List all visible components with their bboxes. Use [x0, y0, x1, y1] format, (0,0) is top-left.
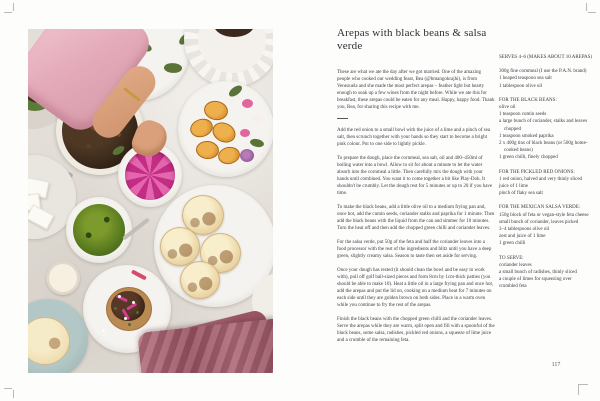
crop-mark-bottom-left [4, 388, 12, 389]
ingredients-section-header: TO SERVE: [499, 255, 524, 261]
ingredients-section-header: FOR THE PICKLED RED ONIONS: [499, 169, 575, 175]
ingredients-section [499, 255, 595, 291]
crop-mark-top-left [13, 3, 14, 11]
page-number: 117 [551, 362, 561, 368]
crop-mark-top-left [4, 12, 12, 13]
arepa [180, 261, 220, 299]
coriander-fleck [114, 307, 117, 310]
ingredient-item: 1 red onion, halved and very thinly sliced [499, 176, 583, 182]
feta-crumb [124, 317, 127, 320]
ingredient-item: zest and juice of 1 lime [499, 234, 546, 240]
ingredients-section-header: FOR THE BLACK BEANS: [499, 97, 557, 103]
recipe-step: Add the red onion to a small bowl with the juice of a lime and a pinch of sea salt, then scrunch together with your hands so they start to become a bright pink colour. Put to one side to lightly pickle. [337, 128, 491, 148]
recipe-step: Finish the black beans with the chopped green chilli and the coriander leaves. Serve the arepas while they are warm, split open and fill with a spoonful of the black beans, some salsa, radishes, pickled red onions, a squeeze of lime juice and a crumble of the remaining feta. [337, 316, 495, 343]
feta-crumb [118, 295, 121, 298]
feta-crumb [132, 301, 135, 304]
ingredient-item: 1 green chilli, finely chopped [499, 155, 558, 161]
feta-crumb [102, 329, 105, 332]
ingredient-item: coriander leaves [499, 262, 532, 268]
radish [252, 115, 262, 123]
ingredient-item: a couple of limes for squeezing over [499, 277, 572, 283]
radish [242, 99, 253, 108]
intro-divider [337, 118, 348, 119]
ingredient-item: crumbled feta [499, 284, 527, 290]
red-onion [240, 149, 254, 162]
ingredient-item: a large bunch of coriander, stalks and leaves chopped [499, 119, 588, 132]
coriander-fleck [136, 311, 139, 314]
ingredient-item: 1 teaspoon smoked paprika [499, 133, 554, 139]
recipe-intro: These are what we ate the day after we got married. One of the amazing people who cooked our wedding feast, Bea (@bmangokrajhi), is from Venezuela and she made the most perfect arepas – feather light but hearty enough to soak up a few wines from the night before. While we ate this for breakfast, these arepas could be eaten for any meal. Happy, happy food. Thank you, Bea, for sharing this recipe with me. [337, 70, 495, 111]
recipe-step: Once your dough has rested (it should clean the bowl and be easy to work with), pull off golf ball-sized pieces and form 8cm by 1cm-thick patties (you should be able to make 10). Heat a little oil in a large frying pan and once hot, add the arepas and put the lid on, cooking on a medium heat for 7 minutes on each side until they are golden brown on both sides. Place in a warm oven while you continue to fry the rest of the arepas. [337, 267, 494, 309]
serves-line: SERVES 4–6 (MAKES ABOUT 10 AREPAS) [499, 55, 593, 60]
ingredients-section [499, 68, 595, 90]
ingredient-item: a small bunch of radishes, thinly sliced [499, 270, 577, 276]
ingredient-item: 300g fine cornmeal (I use the P.A.N. brand) [499, 69, 587, 75]
radish [240, 129, 250, 137]
ingredient-item: juice of 1 lime [499, 184, 529, 190]
ingredient-item: olive oil [499, 105, 516, 111]
page-title: Arepas with black beans & salsa verde [337, 27, 487, 52]
ingredient-item: 1 tablespoon olive oil [499, 83, 543, 89]
crop-mark-top-right [588, 12, 596, 13]
ingredient-item: 1 heaped teaspoon sea salt [499, 76, 552, 82]
ingredient-item: pinch of flaky sea salt [499, 191, 543, 197]
recipe-step: To make the black beans, add a little olive oil to a medium frying pan and, once hot, add the cumin seeds, coriander stalks and paprika for 1 minute. Then add the black beans with the liquid from the can and simmer for 10 minutes. Turn the heat off and then add the chopped green chilli and coriander leaves. [337, 204, 495, 232]
ingredient-item: 1 teaspoon cumin seeds [499, 112, 547, 118]
ingredients-section [499, 204, 595, 247]
recipe-photo [28, 29, 273, 373]
pickled-onions [125, 150, 175, 200]
recipe-step: For the salsa verde, put 50g of the feta and half the coriander leaves into a food processor with the rest of the ingredients and blitz until you have a deep green, slightly creamy salsa. Season to taste then set aside for serving. [337, 239, 492, 259]
ingredients-section-header: FOR THE MEXICAN SALSA VERDE: [499, 205, 581, 211]
coriander-fleck [128, 323, 131, 326]
ingredient-item: 1 green chilli [499, 241, 526, 247]
ingredient-item: 2 x 400g tins of black beans (or 500g home-cooked beans) [499, 141, 588, 154]
crop-mark-top-right [586, 3, 587, 11]
ingredients-section [499, 97, 595, 162]
salsa-verde [73, 204, 125, 256]
cream-glass [46, 261, 80, 295]
ingredient-item: small bunch of coriander, leaves picked [499, 219, 579, 225]
arepa [160, 227, 200, 266]
recipe-text-column [337, 27, 495, 351]
recipe-step: To prepare the dough, place the cornmeal, sea salt, oil and 400–450ml of boiling water into a bowl. Allow to sit for about a minute to let the water absorb into the cornmeal a little. Then carefully mix the dough with your hands until combined. You want it to come together a bit like Play-Doh. It shouldn't be crumbly. Let the dough rest for 5 minutes or up to 20 if you have time. [337, 155, 493, 197]
crop-mark-bottom-left [13, 390, 14, 398]
ingredient-item: 3–4 tablespoons olive oil [499, 227, 550, 233]
crop-mark-bottom-right [578, 385, 579, 395]
crop-mark-bottom-right [578, 384, 588, 385]
ingredient-item: 150g block of feta or vegan-style feta cheese [499, 212, 589, 218]
ingredients-column [499, 54, 595, 291]
ingredients-section [499, 169, 595, 198]
